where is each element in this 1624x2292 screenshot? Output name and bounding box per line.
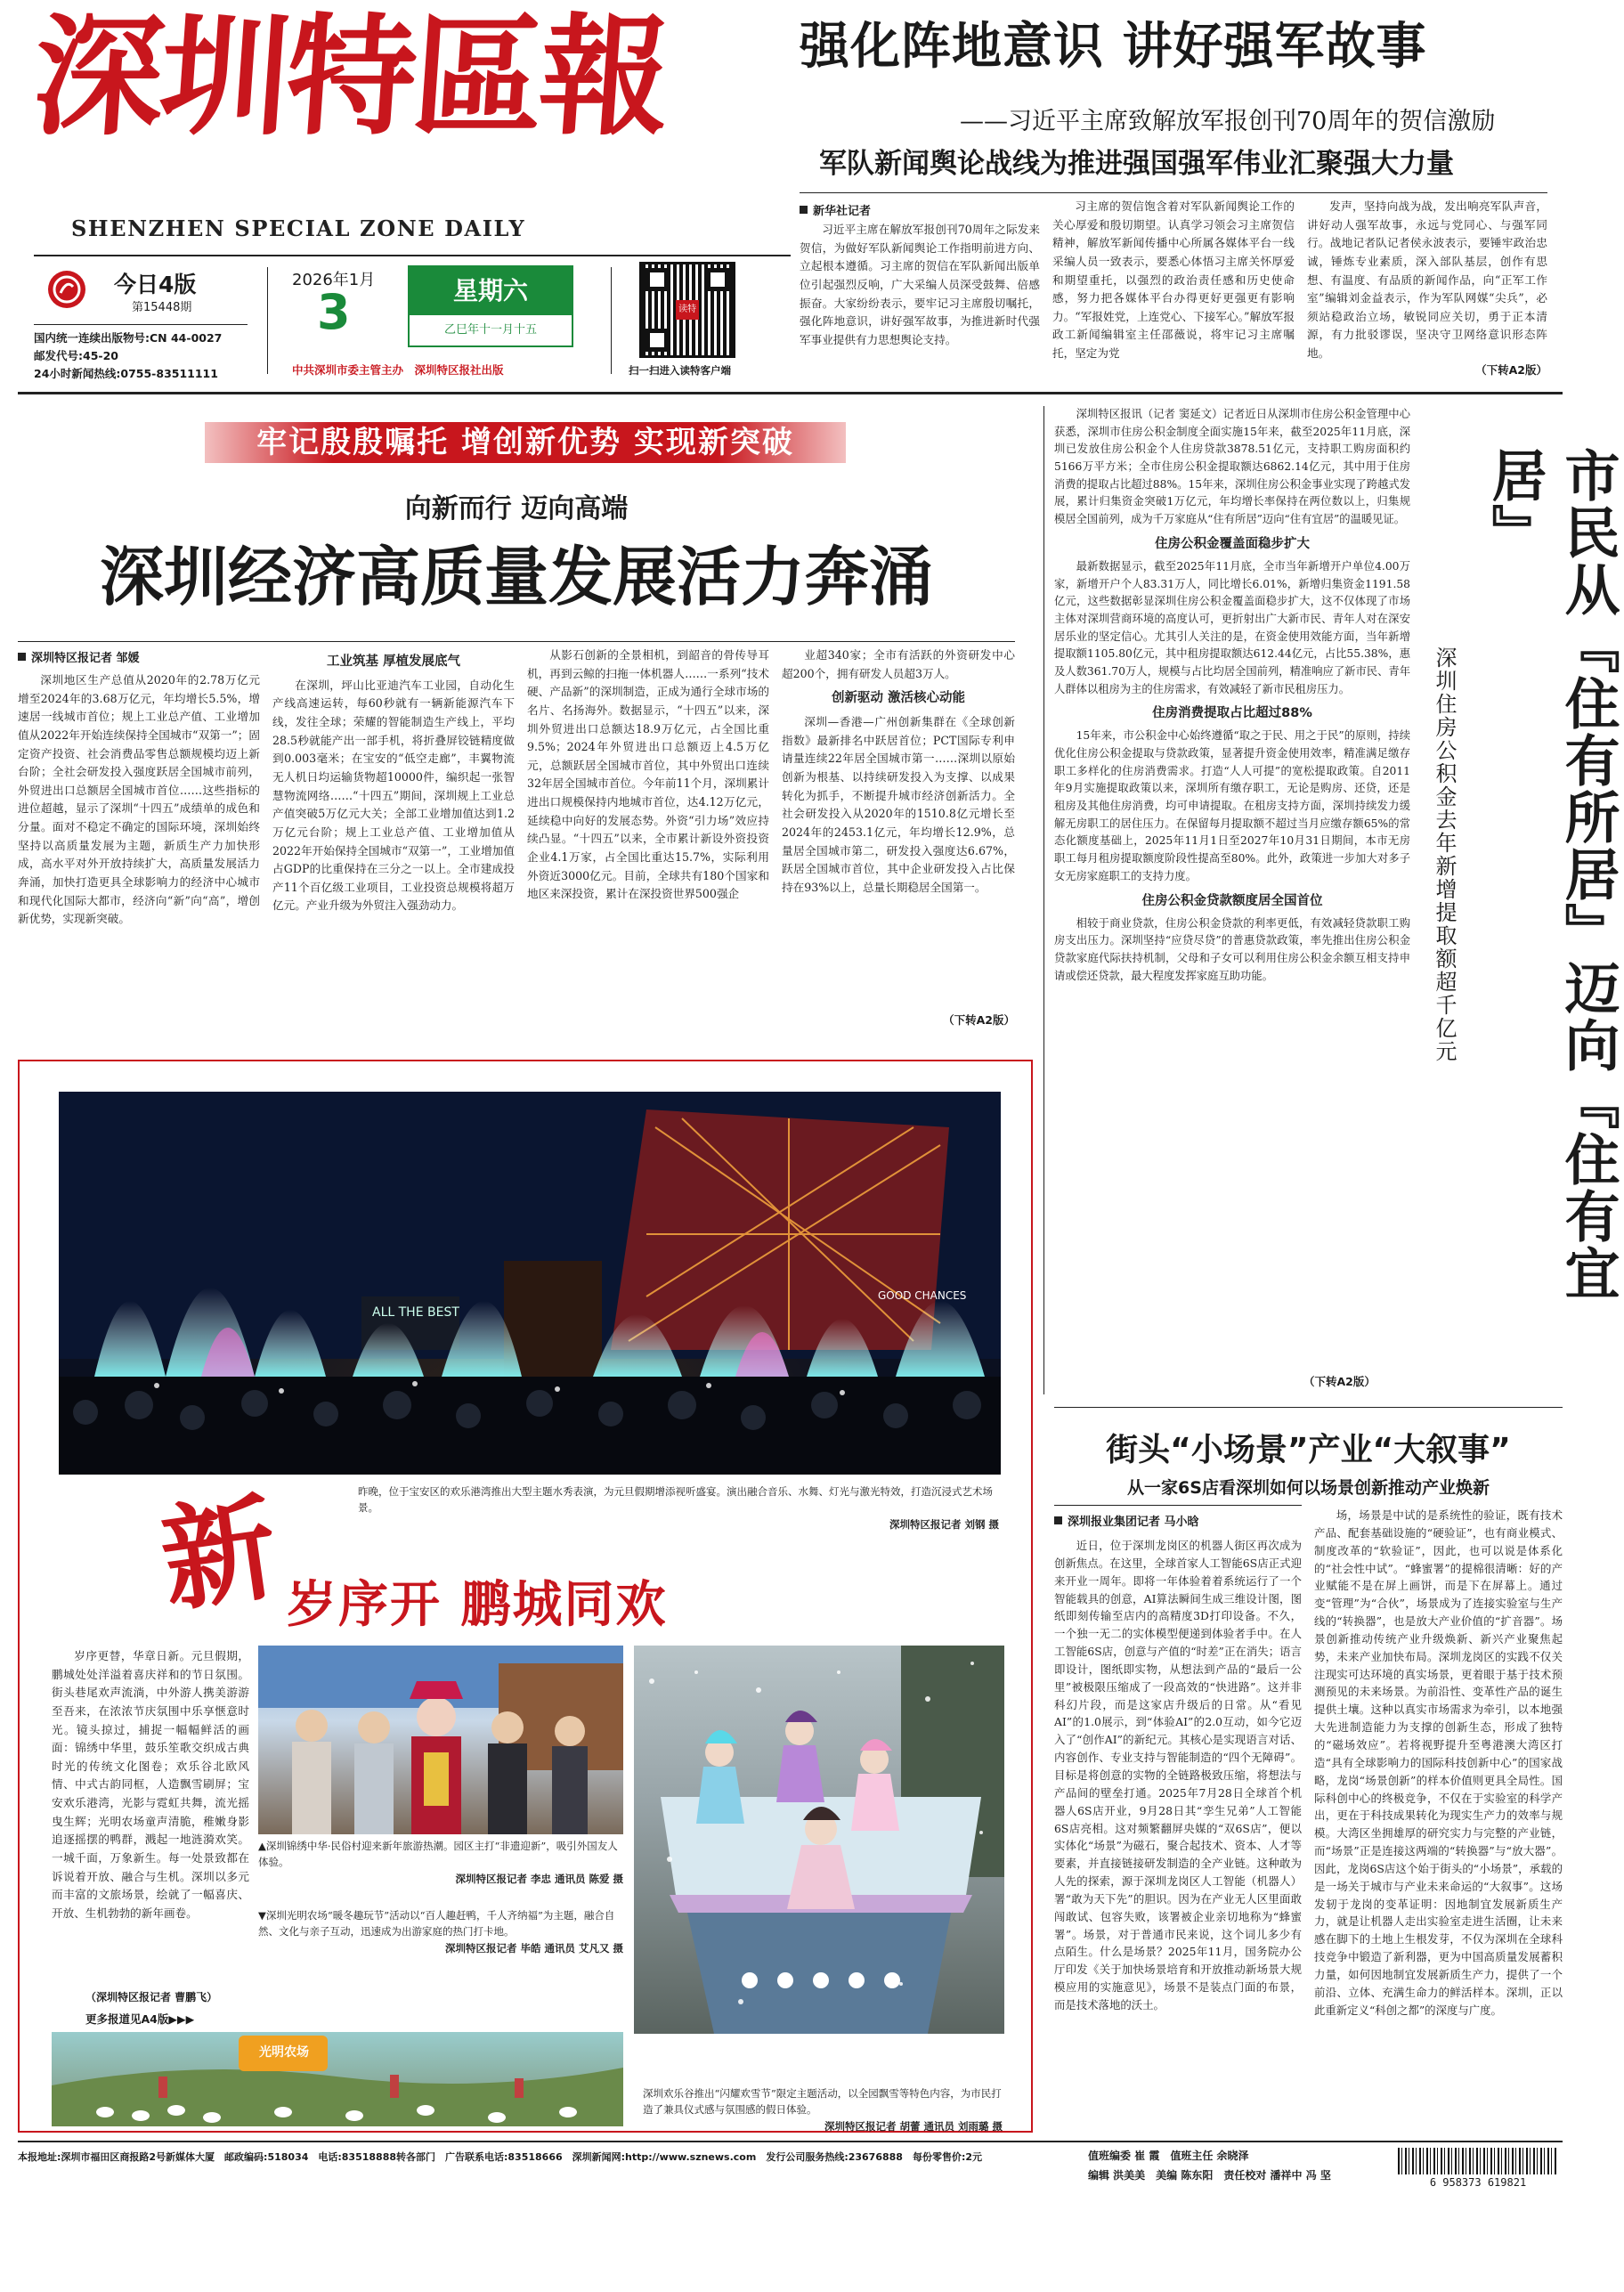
parade-illustration <box>634 1646 1004 2034</box>
screen-text-right: GOOD CHANCES <box>878 1289 967 1302</box>
lead-title: 强化阵地意识 讲好强军故事 <box>800 18 1427 76</box>
photo-farm <box>52 2032 623 2126</box>
industry-col2: 场，场景是中试的是系统性的验证，既有技术产品、配套基础设施的“硬验证”，也有商业模式、制度改革的“软验证”，因此，也可以说是体系化的“社会性中试”。“蜂蜜署”的提棉很清晰：好的产业赋能不是在屏上画饼，而是下在屏幕上。通过变“管理”为“合伙”，场景成为了连接实验室与生产线的“转换器”，也是放大产业价值的“扩音器”。场景创新推动传统产业升级焕新、新兴产业聚焦起势，未来产业加快布局。深圳龙岗区的实践不仅关注现实可达环境的真实场景，更着眼于基于技术预测预见的未来场景。为前沿性、变革性产品的诞生提供土壤。这种以真实市场需求为牵引，以本地强大先进制造能力为支撑的创新生态，形成了独特的“磁场效应”。若将视野提升至粤港澳大湾区打造“具有全球影响力的国际科技创新中心”的国家战略，龙岗“场景创新”的样本价值则更具全局性。国际科创中心的终极竞争，不仅在于实验室的科学产出，更在于科技成果转化为现实生产力的效率与规模。大湾区坐拥雄厚的研究实力与完整的产业链，而“场景”正是连接这两端的“转换器”与“放大器”。因此，龙岗6S店这个始于街头的“小场景”，承载的是一场关于城市与产业未来命运的“大叙事”。这场发轫于龙岗的变革证明：因地制宜发展新质生产力，就是让机器人走出实验室走进生活圈，让未来感在脚下的土地上生根发芽，不仅为深圳在全球科技竞争中锻造了新利器，更为中国高质量发展蓄积力量，如何因地制宜发展新质生产力，提供了一个前沿、立体、充满生命力的鲜活样本。深圳，正以此重新定义“科创之都”的深度与广度。 <box>1314 1508 1563 2017</box>
gjj-col: 深圳特区报讯（记者 窦延文）记者近日从深圳市住房公积金管理中心获悉，深圳市住房公积金制度全面实施15年来，截至2025年11月底，深圳已发放住房公积金个人住房贷款3878.51亿元，支持职工购房面积约5166万平方米；全市住房公积金提取额达6862.14亿元，其中用于住房消费的提取占比超过88%。15年来，深圳住房公积金事业实现了跨越式发展，累计归集资金突破1万亿元，年均增长率保持在两位数以上，归集规模居全国前列，成为千万家庭从“住有所居”迈向“住有宜居”的温暖见证。 住房公积金覆盖面稳步扩大 最新数据显示，截至2025年11月底，全市当年新增开户单位4.00万家，新增开户个人83.31万人，同比增长6.01%，新增归集资金1191.58亿元，这些数据彰显深圳住房公积金覆盖面稳步扩大，这不仅体现了市场主体对深圳营商环境的高度认可，更折射出广大新市民、青年人对在深安居乐业的坚定信心。尤其引人关注的是，在资金使用效能方面，当年新增提取额1105.80亿元，其中租房提取额达612.44亿元，占比55.38%，惠及人数361.70万人，规模与占比均居全国前列，精准响应了新市民、青年人群体以租房为主的住房需求，有效减轻了新市民租房压力。 住房消费提取占比超过88% 15年来，市公积金中心始终遵循“取之于民、用之于民”的原则，持续优化住房公积金提取与贷款政策，显著提升资金使用效率，精准满足缴存职工多样化的住房消费需求。打造“人人可提”的宽松提取政策。自2011年9月实施提取政策以来，深圳所有缴存职工，无论是购房、还贷，还是租房及其他住房消费，均可申请提取。在租房支持方面，深圳持续发力缓解无房职工的居住压力。在保留每月提取额不超过当月应缴存额65%的常态化额度基础上，2025年11月1日至2027年10月31日期间，本市无房职工每月租房提取额度阶段性提高至80%。此外，政策进一步加大对多子女无房家庭职工的支持力度。 住房公积金贷款额度居全国首位 相较于商业贷款，住房公积金贷款的利率更低，有效减轻贷款职工购房支出压力。深圳坚持“应贷尽贷”的普惠贷款政策，率先推出住房公积金贷款家庭代际扶持机制，父母和子女可以利用住房公积金余额互相支持申请或偿还贷款，最大程度发挥家庭互助功能。 <box>1054 408 1410 982</box>
footer-address: 本报地址:深圳市福田区商报路2号新媒体大厦 邮政编码:518034 电话:83518888转各部门 广告联系电话:83518666 深圳新闻网:http://www.sznews.com 发行公司服务热线:23676888 每份零售价:2元 <box>18 2151 982 2163</box>
logo-icon <box>48 271 85 308</box>
lunar-date: 乙巳年十一月十五 <box>443 323 537 337</box>
gjj-subtitle: 深圳住房公积金去年新增提取额超千亿元 <box>1432 646 1457 1063</box>
photo-snow-parade <box>634 1646 1004 2034</box>
lead-col1: 习近平主席在解放军报创刊70周年之际发来贺信，为做好军队新闻舆论工作指明前进方向、立起根本遵循。习主席的贺信在军队新闻出版单位引起强烈反响，广大采编人员深受鼓舞、倍感振奋。大家纷纷表示，要牢记习主席殷切嘱托，强化阵地意识，讲好强军故事，为推进新时代强军事业提供有力思想舆论支持。 <box>800 223 1040 346</box>
economy-kicker: 向新而行 迈向高端 <box>404 493 629 524</box>
economy-title: 深圳经济高质量发展活力奔涌 <box>99 540 933 614</box>
weekday-box <box>408 265 573 347</box>
economy-col1: 深圳地区生产总值从2020年的2.78万亿元增至2024年的3.68万亿元，年均增长5.5%，增速居一线城市首位；规上工业总产值、工业增加值从2022年开始连续保持全国城市“双第一”；固定资产投资、社会消费品零售总额规模均迈上新台阶；全社会研发投入强度跃居全国城市前列，外贸进出口总额居全国城市首位……这些指标的进位超越，显示了深圳“十四五”成绩单的成色和分量。面对不稳定不确定的国际环境，深圳始终坚持以高质量发展为主题，新质生产力加快形成，高水平对外开放持续扩大，高质量发展活力奔涌，加快打造更具全球影响力的经济中心城市和现代化国际大都市，经济向“新”向“高”，增创新优势，实现新突破。 <box>18 673 260 926</box>
lead-col2: 习主席的贺信饱含着对军队新闻舆论工作的关心厚爱和殷切期望。认真学习领会习主席贺信精神，解放军新闻传播中心所属各媒体平台一线采编人员一致表示，要悉心体悟习主席关怀厚爱和期望重托，以强烈的政治责任感和历史使命感，努力把各媒体平台办得更好更强更有影响力。“军报姓党，上连党心、下接军心。”解放军报政工新闻编辑室主任邵薇说，将牢记习主席嘱托，坚定为党 <box>1052 199 1295 361</box>
issue-no: 第15448期 <box>132 301 192 314</box>
economy-col2: 工业筑基 厚植发展底气 在深圳，坪山比亚迪汽车工业园，自动化生产线高速运转，每60秒就有一辆新能源汽车下线，发往全球；荣耀的智能制造生产线上，平均28.5秒就能产出一部手机，将折叠屏铰链精度做到0.003毫米；在宝安的“低空走廊”，丰翼物流无人机日均运输货物超10000件，编织起一张智慧物流网络……“十四五”期间，深圳规上工业总产值突破5万亿元大关；全部工业增加值达到1.2万亿元台阶；规上工业总产值、工业增加值从2022年开始保持全国城市“双第一”，工业增加值占GDP的比重保持在三分之一以上。全市建成投产11个百亿级工业项目，工业投资总规模将超万亿元。产业升级为外贸注入强劲动力。 <box>272 654 515 913</box>
qr-caption: 扫一扫进入读特客户端 <box>629 364 731 377</box>
gjj-cont: （下转A2版） <box>1303 1375 1376 1388</box>
qr-badge: 读特 <box>676 300 699 320</box>
cn-no: 国内统一连续出版物号:CN 44-0027 <box>34 331 223 345</box>
photo-opera <box>258 1646 623 1834</box>
lead-article <box>800 16 1547 381</box>
industry-article <box>1054 1407 1563 2133</box>
photo3-caption: ▼深圳光明农场“暖冬趣玩节”活动以“百人趣赶鸭，千人齐纳福”为主题，融合自然、文化与亲子互动，迅速成为出游家庭的热门打卡地。 深圳特区报记者 毕皓 通讯员 艾凡又 摄 <box>258 1909 623 1955</box>
economy-byline: 深圳特区报记者 邹媛 <box>18 648 140 665</box>
economy-cont: （下转A2版） <box>943 1013 1015 1027</box>
lead-byline: 新华社记者 <box>800 201 871 218</box>
footer-editor2: 编辑 洪美美 美编 陈东阳 责任校对 潘祥中 冯 坚 <box>1088 2169 1331 2182</box>
masthead-title: 深圳特區報 <box>28 1 672 153</box>
industry-title: 街头“小场景”产业“大叙事” <box>1106 1432 1511 1468</box>
industry-subtitle: 从一家6S店看深圳如何以场景创新推动产业焕新 <box>1127 1478 1490 1498</box>
screen-text-left: ALL THE BEST <box>372 1305 459 1320</box>
newyear-title: 岁序开 鹏城同欢 <box>287 1576 668 1634</box>
opera-illustration <box>258 1646 623 1834</box>
qr-code[interactable] <box>639 262 735 358</box>
photo2-caption: ▲深圳锦绣中华·民俗村迎来新年旅游热潮。园区主打“非遗迎新”，吸引外国友人体验。 深圳特区报记者 李忠 通讯员 陈爱 摄 <box>258 1840 623 1885</box>
newyear-big-char: 新 <box>153 1480 285 1630</box>
more-link[interactable]: 更多报道见A4版▶▶▶ <box>85 2012 195 2026</box>
photo4-caption: 深圳欢乐谷推出“闪耀欢雪节”限定主题活动，以全园飘雪等特色内容，为市民打造了兼具仪式感与氛围感的假日体验。 深圳特区报记者 胡蕾 通讯员 刘雨璐 摄 <box>643 2087 1003 2133</box>
weekday: 星期六 <box>410 267 572 315</box>
photo1-caption: 昨晚，位于宝安区的欢乐港湾推出大型主题水秀表演，为元旦假期增添视听盛宴。演出融合音乐、水舞、灯光与激光特效，打造沉浸式艺术场景。 深圳特区报记者 刘钢 摄 <box>358 1485 999 1531</box>
top-rule <box>18 392 1563 394</box>
today-pages: 今日4版 <box>114 272 197 297</box>
economy-article <box>18 406 1037 1047</box>
newyear-credit: （深圳特区报记者 曹鹏飞） <box>85 1991 218 2003</box>
masthead-title-en: SHENZHEN SPECIAL ZONE DAILY <box>71 215 526 241</box>
lead-subtitle: ——习近平主席致解放军报创刊70周年的贺信激励 <box>960 108 1496 135</box>
date-day: 3 <box>317 284 351 340</box>
footer-editor1: 值班编委 崔 霞 值班主任 余晓泽 <box>1088 2150 1249 2162</box>
newyear-text: 岁序更替，华章日新。元旦假期，鹏城处处洋溢着喜庆祥和的节日氛围。街头巷尾欢声流淌，中外游人携美游游至吾来，在浓浓节庆氛围中乐享惬意时光。镜头掠过，捕捉一幅幅鲜活的画面：锦绣中华里，鼓乐笙歌交织成古典时光的传统文化图卷；欢乐谷北欧风情、中式古韵同框，人造飘雪刷屏；宝安欢乐港湾，光影与霓虹共舞，流光摇曳生辉；光明农场童声清脆，稚嫩身影追逐摇摆的鸭群，溅起一地涟漪欢笑。一城千面，万象新生。每一处景致都在诉说着开放、融合与生机。深圳以多元而丰富的文旅场景，绘就了一幅喜庆、开放、生机勃勃的新年画卷。 <box>52 1649 249 1920</box>
gjj-article <box>1054 406 1620 1394</box>
farm-banner: 光明农场 <box>259 2045 309 2060</box>
post-code: 邮发代号:45-20 <box>34 349 118 362</box>
industry-col1: 近日，位于深圳龙岗区的机器人街区再次成为创新焦点。在这里，全球首家人工智能6S店正式迎来开业一周年。即将一年体验着着系统运行了一个智能载具的创意，AI算法瞬间生成三维设计图，图纸即刻传输至店内的高精度3D打印设备。不久，一个独一无二的实体模型便递到体验者手中。在人工智能6S店，创意与产值的“时差”正在消失；语言即设计，图纸即实物，从想法到产品的“最后一公里”被极限压缩成了一段高效的“快进路”。这并非科幻片段，而是这家店升级后的日常。从“看见AI”的1.0展示，到“体验AI”的2.0互动，如今它迈入了“创作AI”的新纪元。其核心是实现语言对话、内容创作、专业支持与智能制造的“四个无障碍”。目标是将创意的实物的全链路极致压缩，将想法与产品间的壁垒打通。2025年7月28日全球首个机器人6S店开业，9月28日其“孪生兄弟”人工智能6S店亮相。这对频繁翻屏央媒的“双6S店”，便以实体化“场景”为磁石，聚合起技术、资本、人才等要素，并直接链接研发制造的全产业链。这种敢为人先的探索，源于深圳龙岗区人工智能（机器人）署“敢为天下先”的胆识。因为在产业无人区里面敢闯敢试、包容失败，该署被企业亲切地称为“蜂蜜署”。场景，对于普通市民来说，这个词儿多少有点陌生。什么是场景？2025年11月，国务院办公厅印发《关于加快场景培育和开放推动新场景大规模应用的实施意见》，场景不是装点门面的布景，而是技术落地的沃土。 <box>1054 1539 1302 2012</box>
economy-col4: 业超340家；全市有活跃的外资研发中心超200个，拥有研发人员超3万人。 创新驱动 激活核心动能 深圳—香港—广州创新集群在《全球创新指数》最新排名中跃居首位；PCT国际专利申请量连续22年居全国城市第一……深圳以原始创新为根基、以持续研发投入为支撑、以成果转化为抓手，不断提升城市经济创新活力。全社会研发投入从2020年的1510.8亿元增长至2024年的2453.1亿元，年均增长12.9%，总量居全国城市第二，研发投入强度达6.67%，跃居全国城市首位，其中企业研发投入占比保持在93%以上，总量长期稳居全国第一。 <box>782 648 1015 894</box>
barcode <box>1398 2148 1558 2174</box>
hotline: 24小时新闻热线:0755-83511111 <box>34 367 218 380</box>
barcode-number: 6 958373 619821 <box>1429 2176 1527 2189</box>
industry-byline: 深圳报业集团记者 马小晗 <box>1054 1512 1199 1529</box>
economy-col3: 从影石创新的全景相机，到韶音的骨传导耳机，再到云鲸的扫拖一体机器人……一系列“技术硬、产品新”的深圳制造，正成为通行全球市场的名片、名扬海外。数据显示，“十四五”以来，深圳外贸进出口总额达18.9万亿元，占全国比重9.5%；2024年外贸进出口总额迈上4.5万亿元，总额跃居全国城市首位，其中外贸出口连续32年居全国城市首位。今年前11个月，深圳累计进出口规模保持内地城市首位，达4.12万亿元，延续稳中向好的发展态势。外资“引力场”效应持续凸显。“十四五”以来，全市累计新设外资投资企业4.1万家，占全国比重达15.7%，实际利用外资近3000亿元。目前，全球共有180个国家和地区来深投资，累计在深投资世界500强企 <box>527 648 769 901</box>
farm-illustration <box>52 2032 623 2126</box>
masthead <box>28 1 791 380</box>
gjj-title: 市民从『住有所居』迈向『住有宜居』 <box>1482 447 1620 1302</box>
lead-subtitle2: 军队新闻舆论战线为推进强国强军伟业汇聚强大力量 <box>819 148 1454 180</box>
water-show-illustration <box>59 1092 1001 1475</box>
economy-banner: 牢记殷殷嘱托 增创新优势 实现新突破 <box>205 422 846 463</box>
date-ym: 2026年1月 <box>292 271 376 289</box>
photo-water-show <box>59 1092 1001 1475</box>
publisher: 中共深圳市委主管主办 深圳特区报社出版 <box>292 363 504 377</box>
newyear-feature <box>18 1060 1033 2133</box>
lead-cont: （下转A2版） <box>1475 363 1547 377</box>
lead-col3: 发声，坚持向战为战，发出响亮军队声音，讲好动人强军故事，永远与党同心、与强军同行。战地记者队记者侯永波表示，要锤牢政治忠诚，锤炼专业素质，深入部队基层，创作有思想、有温度、有品质的新闻作品，向“正军工作室”编辑刘金益表示，作为军队网媒“尖兵”，必须站稳政治立场，敏锐同应关切，勇于正本清源，有力批驳谬误，坚决守卫网络意识形态阵地。 <box>1307 199 1547 361</box>
